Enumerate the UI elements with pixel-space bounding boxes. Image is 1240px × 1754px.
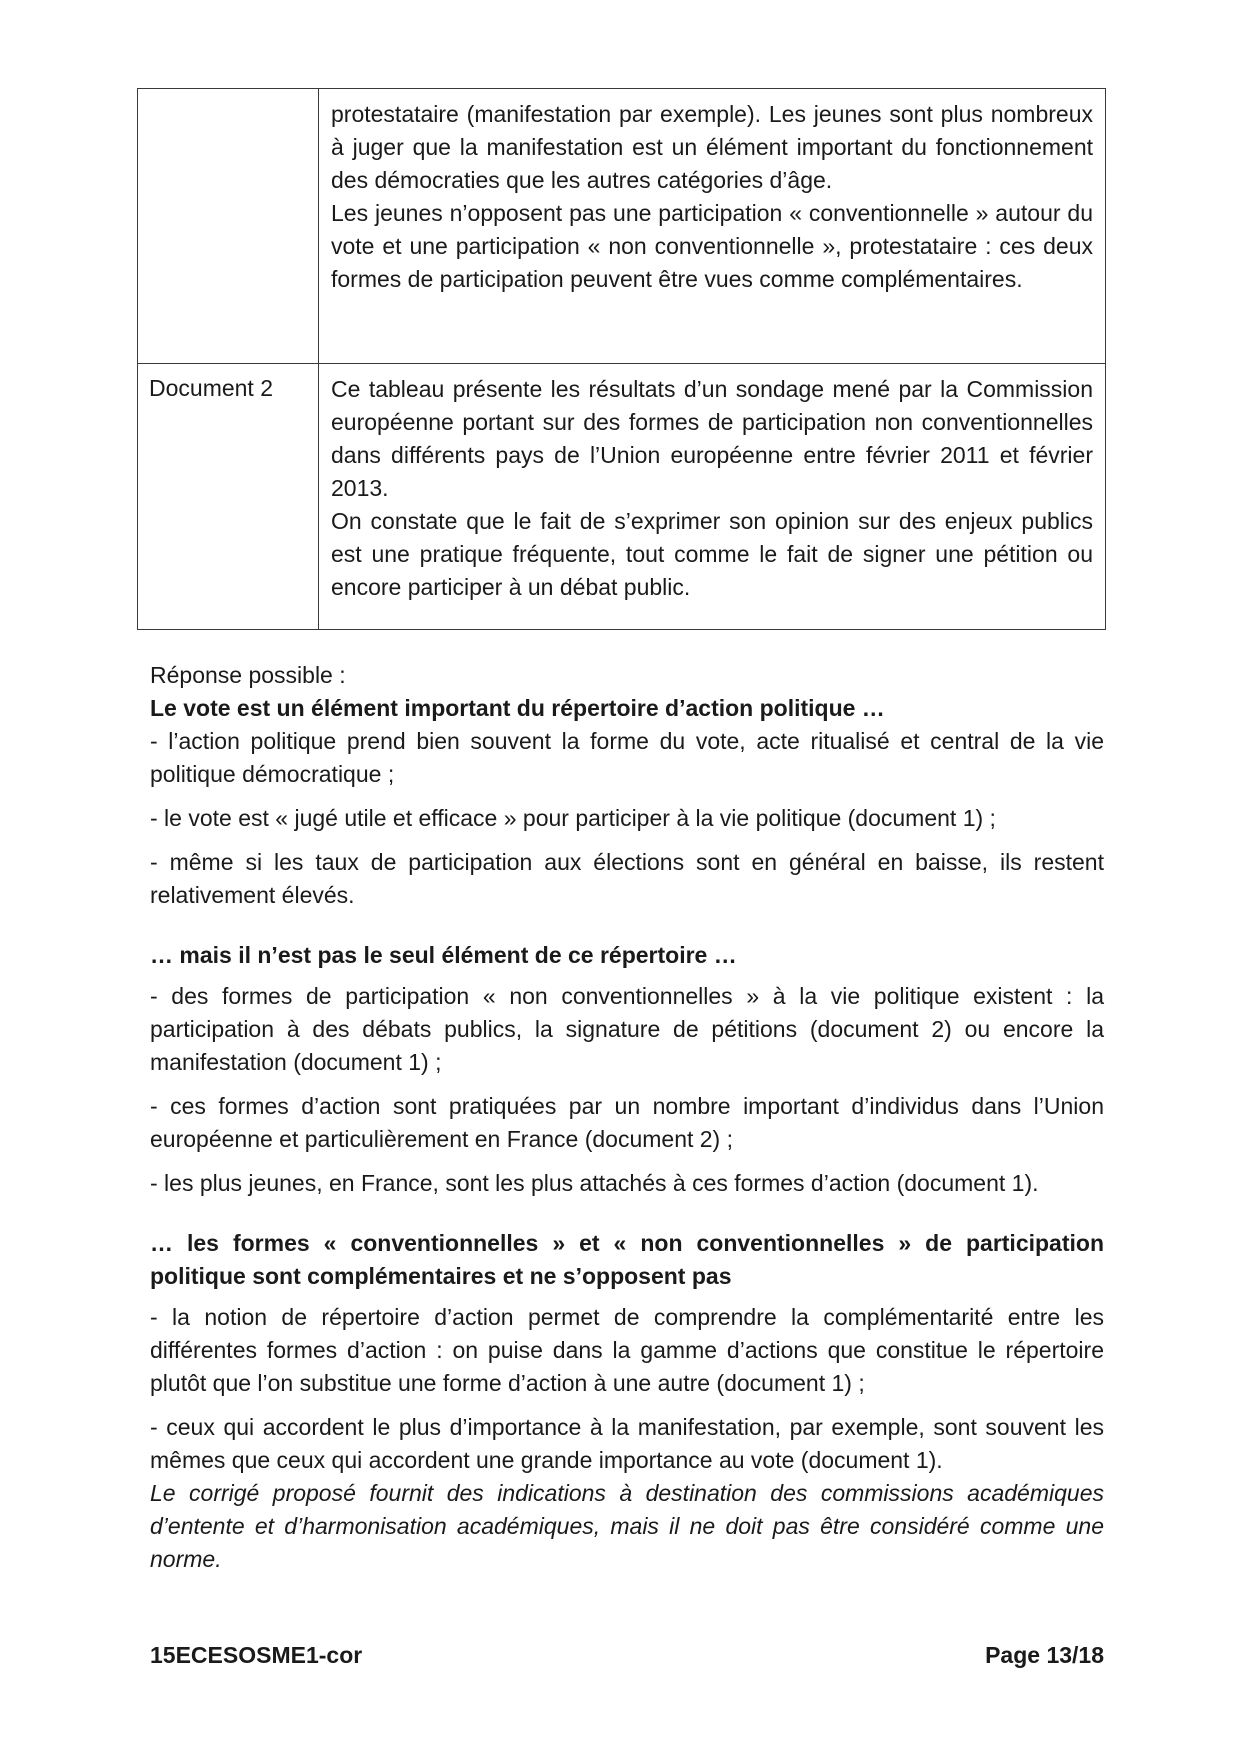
- bullet-item: - les plus jeunes, en France, sont les plus attachés à ces formes d’action (document 1).: [150, 1170, 1039, 1196]
- bullet-item: - ceux qui accordent le plus d’importance à la manifestation, par exemple, sont souvent les mêmes que ceux qui accordent une grande importance au vote (document 1).: [150, 1414, 1104, 1473]
- row-label: [138, 89, 319, 364]
- bullet-item: - même si les taux de participation aux élections sont en général en baisse, ils restent relativement élevés.: [150, 849, 1104, 908]
- answer-section: [150, 659, 1104, 1576]
- row-paragraph: Les jeunes n’opposent pas une participation « conventionnelle » autour du vote et une participation « non conventionnelle », protestataire : ces deux formes de participation peuvent être vues comme complémentaires.: [331, 200, 1093, 292]
- bullet-item: - l’action politique prend bien souvent la forme du vote, acte ritualisé et central de la vie politique démocratique ;: [150, 728, 1104, 787]
- bullet-item: - le vote est « jugé utile et efficace » pour participer à la vie politique (document 1) ;: [150, 805, 996, 831]
- bullet-item: - la notion de répertoire d’action permet de comprendre la complémentarité entre les différentes formes d’action : on puise dans la gamme d’actions que constitue le répertoire plutôt que l’on substitue une forme d’action à une autre (document 1) ;: [150, 1304, 1104, 1396]
- row-content: [319, 89, 1106, 364]
- row-paragraph: protestataire (manifestation par exemple). Les jeunes sont plus nombreux à juger que la manifestation est un élément important du fonctionnement des démocraties que les autres catégories d’âge.: [331, 101, 1093, 193]
- section-heading: Le vote est un élément important du répertoire d’action politique …: [150, 695, 885, 721]
- section-heading: … mais il n’est pas le seul élément de ce répertoire …: [150, 942, 737, 968]
- page-footer: [150, 1642, 1104, 1669]
- bullet-item: - ces formes d’action sont pratiquées par un nombre important d’individus dans l’Union européenne et particulièrement en France (document 2) ;: [150, 1093, 1104, 1152]
- table-row: [138, 364, 1106, 630]
- row-content: [319, 364, 1106, 630]
- table-row: [138, 89, 1106, 364]
- answer-intro: Réponse possible :: [150, 662, 346, 688]
- page-number: Page 13/18: [985, 1642, 1104, 1668]
- disclaimer-note: Le corrigé proposé fournit des indications à destination des commissions académiques d’entente et d’harmonisation académiques, mais il ne doit pas être considéré comme une norme.: [150, 1480, 1104, 1572]
- row-paragraph: On constate que le fait de s’exprimer son opinion sur des enjeux publics est une pratique fréquente, tout comme le fait de signer une pétition ou encore participer à un débat public.: [331, 508, 1093, 600]
- section-heading: … les formes « conventionnelles » et « non conventionnelles » de participation politique sont complémentaires et ne s’opposent pas: [150, 1230, 1104, 1289]
- bullet-item: - des formes de participation « non conventionnelles » à la vie politique existent : la participation à des débats publics, la signature de pétitions (document 2) ou encore la manifestation (document 1) ;: [150, 983, 1104, 1075]
- row-paragraph: Ce tableau présente les résultats d’un sondage mené par la Commission européenne portant sur des formes de participation non conventionnelles dans différents pays de l’Union européenne entre février 2011 et février 2013.: [331, 376, 1093, 501]
- document-code: 15ECESOSME1-cor: [150, 1642, 363, 1668]
- documents-table: [137, 88, 1106, 630]
- row-label: Document 2: [138, 364, 319, 630]
